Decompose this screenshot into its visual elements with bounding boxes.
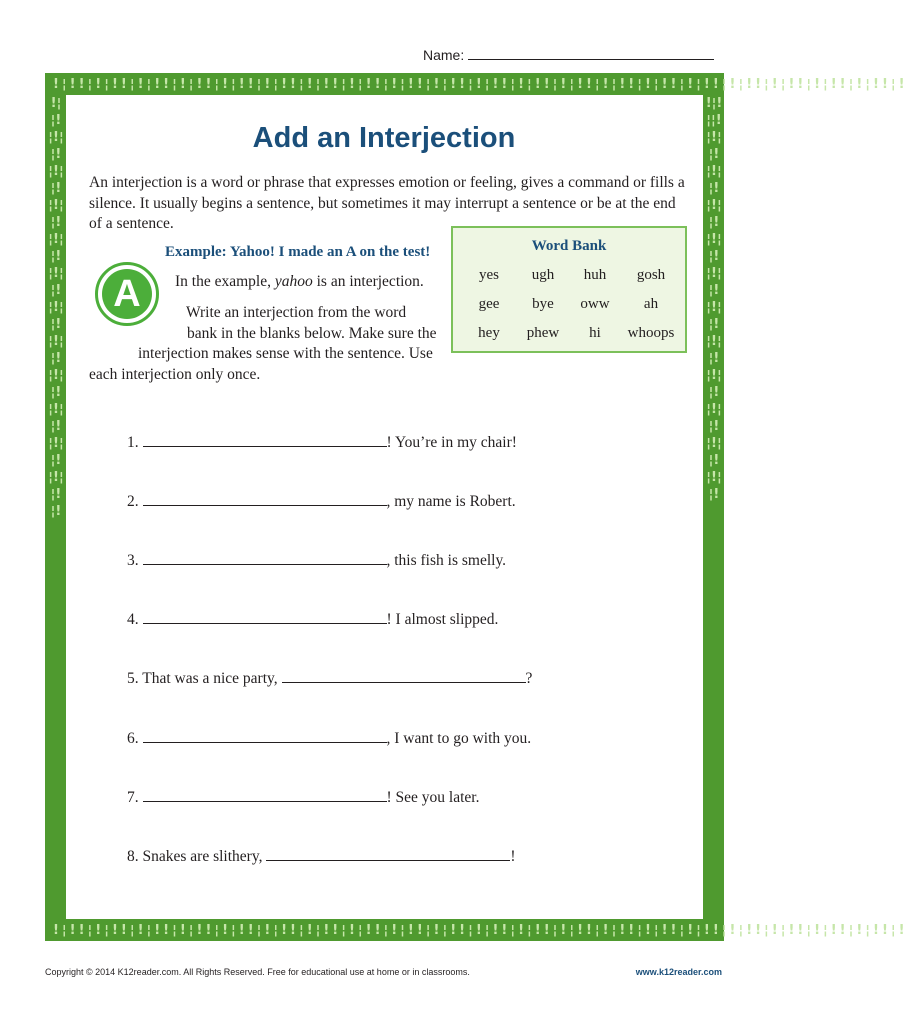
badge-letter: A <box>102 269 152 319</box>
example-heading: Example: Yahoo! I made an A on the test! <box>165 244 431 260</box>
word-bank-word: oww <box>580 296 610 312</box>
question-5: 5. That was a nice party, ? <box>127 670 533 687</box>
answer-blank-5[interactable] <box>282 668 526 683</box>
word-bank-word: yes <box>479 267 499 283</box>
word-bank-word: phew <box>526 325 560 341</box>
border-left-pattern: !¦¦!¦!¦¦!¦!¦¦!¦!¦¦!¦!¦¦!¦!¦¦!¦!¦¦!¦!¦¦!¦!¦¦!¦!¦¦!¦!¦¦!¦!¦¦!¦! <box>48 96 64 519</box>
answer-blank-7[interactable] <box>143 787 387 802</box>
answer-blank-3[interactable] <box>143 550 387 565</box>
name-field <box>423 45 714 63</box>
question-1: 1. ! You’re in my chair! <box>127 434 517 451</box>
word-bank-word: whoops <box>627 325 675 341</box>
word-bank-grid <box>461 266 681 343</box>
word-bank-word: huh <box>583 267 607 283</box>
border-top-pattern: !¦!!¦!¦!!¦!¦!!¦!¦!!¦!¦!!¦!¦!!¦!¦!!¦!¦!!¦!¦!!¦!¦!!¦!¦!!¦!¦!!¦!¦!!¦!¦!!¦!¦!!¦!¦!!¦!¦!!¦!¦!!¦!¦!!¦!¦!!¦! <box>53 77 908 92</box>
word-bank-word: bye <box>532 296 554 312</box>
question-2: 2. , my name is Robert. <box>127 493 516 510</box>
page-title: Add an Interjection <box>252 122 516 154</box>
name-label: Name: <box>423 47 465 63</box>
word-bank-word: gee <box>478 296 500 312</box>
word-bank-word: ugh <box>531 267 555 283</box>
word-bank-word: gosh <box>636 267 666 283</box>
word-bank-word: ah <box>643 296 659 312</box>
border-bottom-pattern: !¦!!¦!¦!!¦!¦!!¦!¦!!¦!¦!!¦!¦!!¦!¦!!¦!¦!!¦!¦!!¦!¦!!¦!¦!!¦!¦!!¦!¦!!¦!¦!!¦!¦!!¦!¦!!¦!¦!!¦!¦!!¦!¦!!¦!¦!!¦! <box>53 923 908 938</box>
word-bank-word: hi <box>589 325 601 341</box>
question-7: 7. ! See you later. <box>127 789 480 806</box>
intro-paragraph: An interjection is a word or phrase that expresses emotion or feeling, gives a command or fills a silence. It usually begins a sentence, but sometimes it may interrupt a sentence or be at the end of a sentence. <box>89 174 685 232</box>
question-4: 4. ! I almost slipped. <box>127 611 499 628</box>
copyright-notice: Copyright © 2014 K12reader.com. All Rights Reserved. Free for educational use at home or in classrooms. <box>45 967 470 977</box>
word-bank <box>451 226 687 353</box>
answer-blank-1[interactable] <box>143 432 387 447</box>
question-8: 8. Snakes are slithery, ! <box>127 848 516 865</box>
border-right-pattern: !¦!¦¦!¦!¦¦!¦!¦¦!¦!¦¦!¦!¦¦!¦!¦¦!¦!¦¦!¦!¦¦!¦!¦¦!¦!¦¦!¦!¦¦!¦!¦¦! <box>705 96 723 502</box>
word-bank-title: Word Bank <box>531 238 607 254</box>
website-link[interactable]: www.k12reader.com <box>635 967 722 977</box>
answer-blank-6[interactable] <box>143 728 387 743</box>
question-3: 3. , this fish is smelly. <box>127 552 507 569</box>
name-blank[interactable] <box>468 45 714 60</box>
answer-blank-8[interactable] <box>266 846 510 861</box>
answer-blank-4[interactable] <box>143 609 387 624</box>
word-bank-word: hey <box>478 325 500 341</box>
answer-blank-2[interactable] <box>143 491 387 506</box>
example-explanation: In the example, yahoo is an interjection. <box>175 273 424 290</box>
question-6: 6. , I want to go with you. <box>127 730 532 747</box>
directions-text: Write an interjection from the word bank in the blanks below. Make sure the interjection makes sense with the sentence. Use each interjection only once. <box>89 304 437 383</box>
